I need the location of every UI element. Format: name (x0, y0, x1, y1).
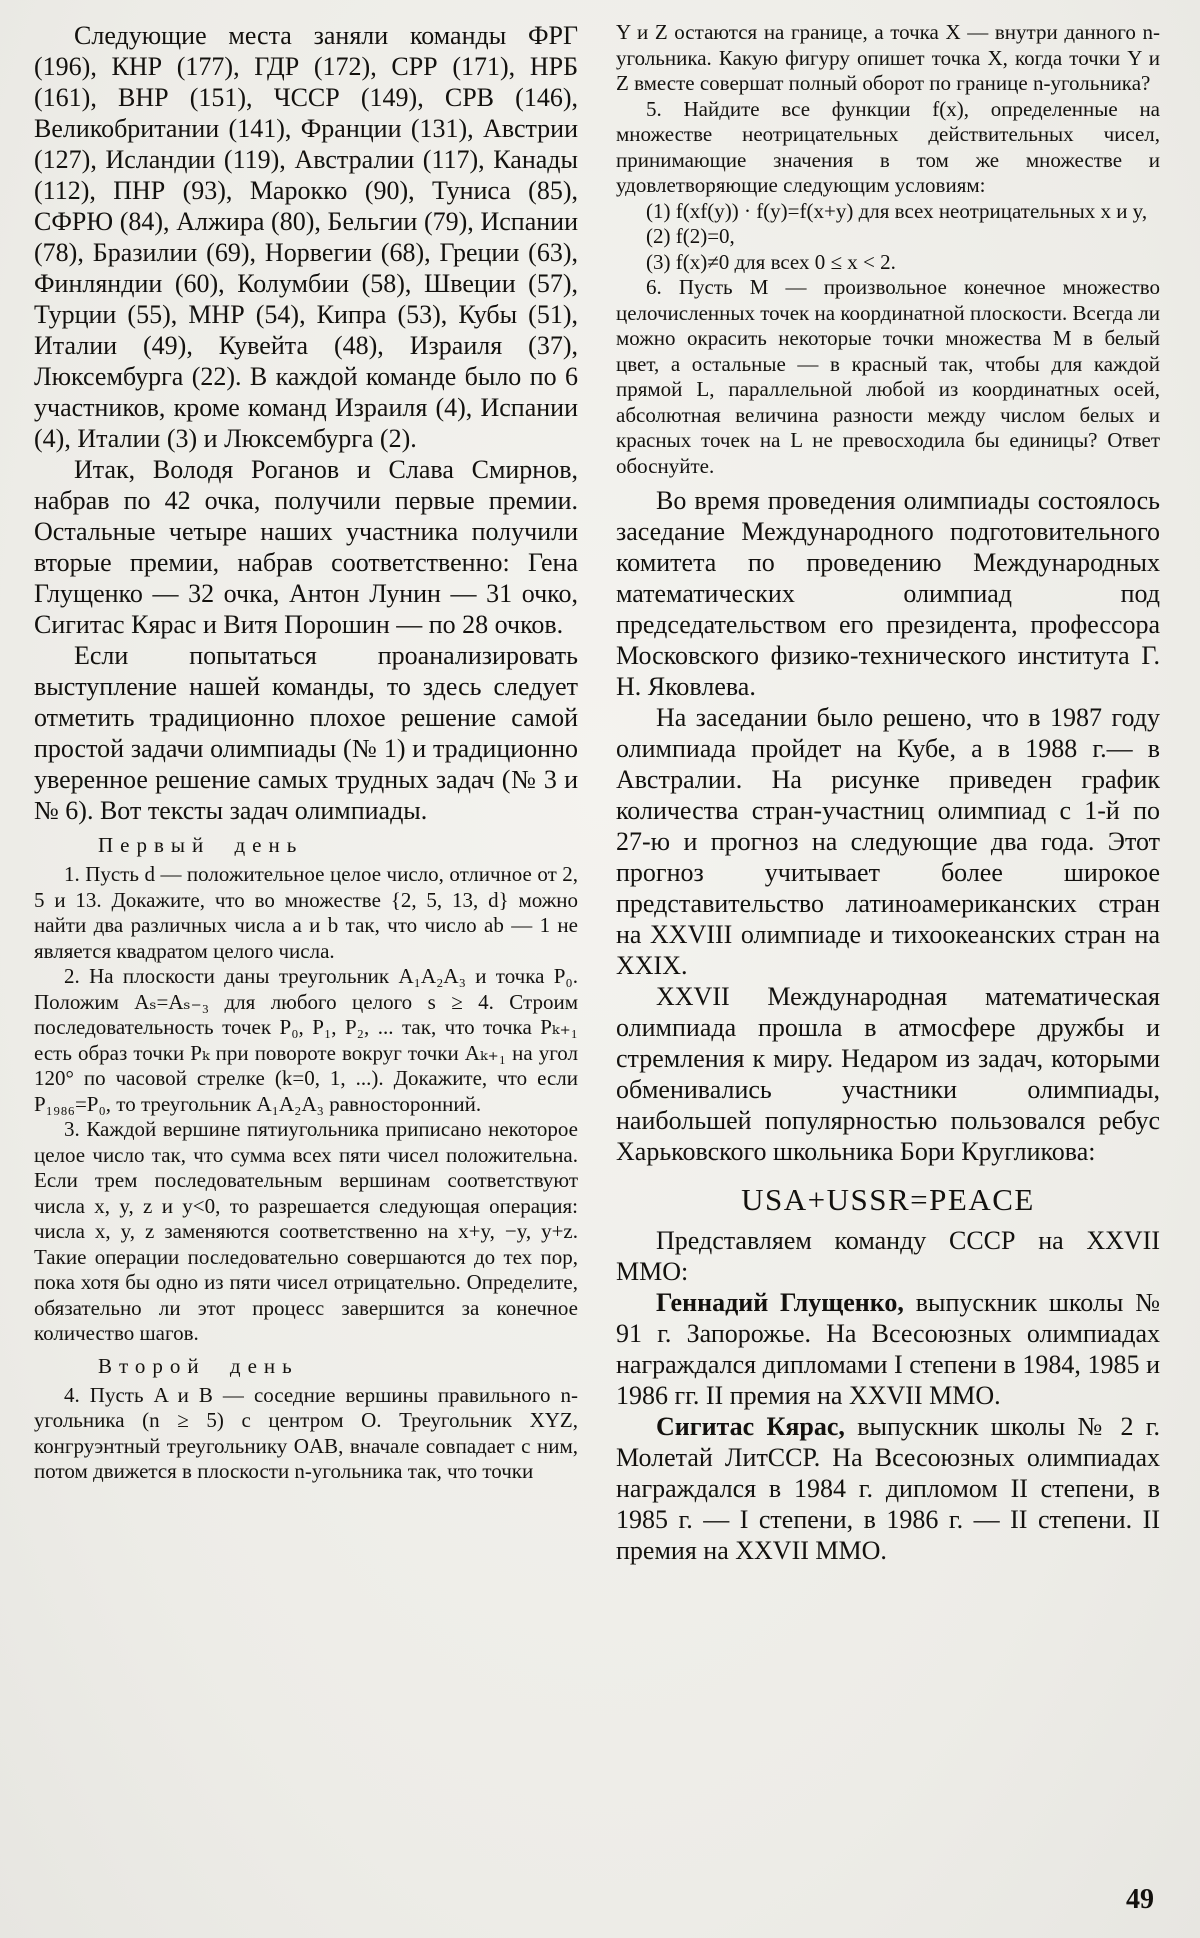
task-2: 2. На плоскости даны треугольник A₁A₂A₃ и точка P₀. Положим Aₛ=Aₛ₋₃ для любого целого s ≥ 4. Строим последовательность точек P₀, P₁, P₂, ... так, что точка Pₖ₊₁ есть образ точки Pₖ при повороте вокруг точки Aₖ₊₁ на угол 120° по часовой стрелке (k=0, 1, ...). Докажите, что если P₁₉₈₆=P₀, то треугольник A₁A₂A₃ равносторонний. (34, 964, 578, 1116)
task-6: 6. Пусть M — произвольное конечное множество целочисленных точек на координатной плоскости. Всегда ли можно окрасить некоторые точки множества M в белый цвет, а остальные — в красный так, чтобы для каждой прямой L, параллельной любой из координатных осей, абсолютная величина разности между числом белых и красных точек на L не превосходила бы единицы? Ответ обоснуйте. (616, 275, 1160, 478)
task-3: 3. Каждой вершине пятиугольника приписано некоторое целое число так, что сумма всех пяти чисел положительна. Если трем последовательным вершинам соответствуют числа x, y, z и y<0, то разрешается следующая операция: числа x, y, z заменяются соответственно на x+y, −y, y+z. Такие операции последовательно совершаются до тех пор, пока хотя бы одно из пяти чисел отрицательно. Определите, обязательно ли этот процесс завершится за конечное количество шагов. (34, 1117, 578, 1345)
member-2-name: Сигитас Кярас, (656, 1412, 845, 1441)
team-member-1 (616, 1287, 1160, 1411)
team-member-2 (616, 1411, 1160, 1566)
task-4: 4. Пусть A и B — соседние вершины правильного n-угольника (n ≥ 5) с центром O. Треугольник XYZ, конгруэнтный треугольнику OAB, вначале совпадает с ним, потом движется в плоскости n-угольника так, что точки (34, 1382, 578, 1483)
task-4-continuation: Y и Z остаются на границе, а точка X — внутри данного n-угольника. Какую фигуру опишет точка X, когда точки Y и Z вместе совершат полный оборот по границе n-угольника? (616, 20, 1160, 95)
task-5-condition-1: (1) f(xf(y)) · f(y)=f(x+y) для всех неотрицательных x и y, (646, 198, 1148, 223)
task-1: 1. Пусть d — положительное целое число, отличное от 2, 5 и 13. Докажите, что во множестве {2, 5, 13, d} можно найти два различных числа a и b так, что число ab — 1 не является квадратом целого числа. (34, 862, 578, 963)
paragraph-analysis: Если попытаться проанализировать выступление нашей команды, то здесь следует отметить традиционно плохое решение самой простой задачи олимпиады (№ 1) и традиционно уверенное решение самых трудных задач (№ 3 и № 6). Вот тексты задач олимпиады. (34, 641, 578, 825)
paragraph-atmosphere: XXVII Международная математическая олимпиада прошла в атмосфере дружбы и стремления к миру. Недаром из задач, которыми обменивались участники олимпиады, наибольшей популярностью пользовался ребус Харьковского школьника Бори Кругликова: (616, 982, 1160, 1166)
member-1-name: Геннадий Глущенко, (656, 1288, 904, 1317)
paragraph-team-intro: Представляем команду СССР на XXVII ММО: (616, 1226, 1160, 1286)
paragraph-results: Итак, Володя Роганов и Слава Смирнов, набрав по 42 очка, получили первые премии. Остальные четыре наших участника получили вторые премии, набрав соответственно: Гена Глущенко — 32 очка, Антон Лунин — 31 очко, Сигитас Кярас и Витя Порошин — по 28 очков. (34, 455, 578, 639)
member-2-bio: выпускник школы № 2 г. Молетай ЛитССР. На Всесоюзных олимпиадах награждался в 1984 г. дипломом II степени, в 1985 г. — I степени, в 1986 г. — II степени. II премия на XXVII ММО. (616, 1412, 1161, 1565)
task-5-condition-3: (3) f(x)≠0 для всех 0 ≤ x < 2. (646, 249, 896, 274)
task-5-intro: 5. Найдите все функции f(x), определенные на множестве неотрицательных действительных чисел, принимающие значения в том же множестве и удовлетворяющие следующим условиям: (616, 96, 1160, 197)
page-number: 49 (1126, 1884, 1154, 1915)
right-column (616, 20, 1160, 1566)
rebus-formula: USA+USSR=PEACE (741, 1182, 1035, 1217)
day2-heading: Второй день (98, 1353, 299, 1378)
paragraph-team-standings: Следующие места заняли команды ФРГ (196), КНР (177), ГДР (172), СРР (171), НРБ (161), ВНР (151), ЧССР (149), СРВ (146), Великобритании (141), Франции (131), Австрии (127), Исландии (119), Австралии (117), Канады (112), ПНР (93), Марокко (90), Туниса (85), СФРЮ (84), Алжира (80), Бельгии (79), Испании (78), Бразилии (69), Норвегии (68), Греции (63), Финляндии (60), Колумбии (58), Швеции (57), Турции (55), МНР (54), Кипра (53), Кубы (51), Италии (49), Кувейта (48), Израиля (37), Люксембурга (22). В каждой команде было по 6 участников, кроме команд Израиля (4), Испании (4), Италии (3) и Люксембурга (2). (34, 21, 578, 453)
member-1-bio: выпускник школы № 91 г. Запорожье. На Всесоюзных олимпиадах награждался дипломами I степени в 1984, 1985 и 1986 гг. II премия на XXVII ММО. (616, 1288, 1161, 1410)
paragraph-committee: Во время проведения олимпиады состоялось заседание Международного подготовительного комитета по проведению Международных математических олимпиад под председательством его президента, профессора Московского физико-технического института Г. Н. Яковлева. (616, 486, 1160, 701)
day1-heading: Первый день (98, 833, 304, 857)
two-column-layout (34, 20, 1160, 1566)
left-column (34, 20, 578, 1566)
paragraph-decision: На заседании было решено, что в 1987 году олимпиада пройдет на Кубе, а в 1988 г.— в Австралии. На рисунке приведен график количества стран-участниц олимпиад с 1-й по 27-ю и прогноз на следующие два года. Этот прогноз учитывает более широкое представительство латиноамериканских стран на XXVIII олимпиаде и тихоокеанских стран на XXIX. (616, 703, 1160, 980)
task-5-condition-2: (2) f(2)=0, (646, 224, 735, 248)
